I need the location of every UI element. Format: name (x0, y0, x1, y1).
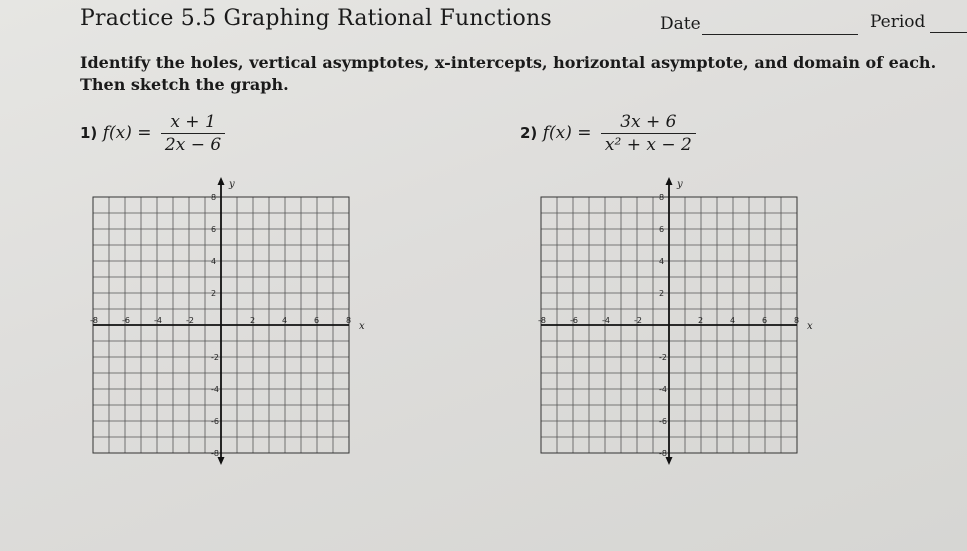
y-tick-label: -8 (659, 449, 667, 458)
x-tick-label: 4 (730, 316, 736, 325)
y-tick-label: -8 (211, 449, 219, 458)
x-tick-label: -6 (122, 316, 130, 325)
x-tick-label: 6 (762, 316, 768, 325)
y-axis-down-arrow-icon (666, 457, 673, 465)
y-tick-label: -2 (211, 353, 219, 362)
graph-1[interactable] (90, 179, 365, 458)
date-label: Date (660, 14, 701, 34)
x-axis-label: x (807, 321, 813, 332)
x-tick-label: -2 (634, 316, 642, 325)
problem-1-function: f(x) = (102, 123, 152, 143)
y-tick-label: 8 (659, 193, 665, 202)
problem-2-function: f(x) = (542, 123, 592, 143)
instructions-line-2: Then sketch the graph. (80, 75, 289, 94)
x-tick-label: 2 (698, 316, 704, 325)
problem-2-fraction (601, 112, 696, 155)
graph-2[interactable] (538, 179, 813, 458)
problem-1-number: 1) (80, 124, 98, 142)
x-tick-label: 4 (282, 316, 288, 325)
problem-2 (520, 112, 696, 155)
problem-2-number: 2) (520, 124, 538, 142)
x-tick-label: -8 (90, 316, 98, 325)
y-tick-label: 2 (659, 289, 665, 298)
y-tick-label: 4 (659, 257, 665, 266)
x-tick-label: 2 (250, 316, 256, 325)
x-tick-label: 6 (314, 316, 320, 325)
x-tick-label: -4 (154, 316, 162, 325)
problem-1-fraction (161, 112, 225, 155)
x-tick-label: -4 (602, 316, 610, 325)
period-field-line[interactable] (930, 32, 967, 33)
x-tick-label: 8 (794, 316, 800, 325)
y-tick-label: 8 (211, 193, 217, 202)
problem-2-numerator: 3x + 6 (601, 112, 696, 134)
x-tick-label: -2 (186, 316, 194, 325)
y-axis-down-arrow-icon (218, 457, 225, 465)
y-tick-label: 4 (211, 257, 217, 266)
period-label: Period (870, 12, 926, 32)
y-axis-up-arrow-icon (218, 177, 225, 185)
problem-1-denominator: 2x − 6 (164, 135, 222, 155)
problem-1-numerator: x + 1 (161, 112, 225, 134)
y-tick-label: -2 (659, 353, 667, 362)
y-tick-label: -6 (659, 417, 667, 426)
x-axis-label: x (359, 321, 365, 332)
y-tick-label: -4 (211, 385, 219, 394)
y-tick-label: -4 (659, 385, 667, 394)
y-axis-up-arrow-icon (666, 177, 673, 185)
instructions-line-1: Identify the holes, vertical asymptotes, x-intercepts, horizontal asymptote, and domain of each. (80, 53, 937, 72)
problem-2-denominator: x² + x − 2 (604, 135, 692, 155)
y-tick-label: 6 (659, 225, 665, 234)
y-axis-label: y (229, 179, 235, 190)
y-tick-label: 2 (211, 289, 217, 298)
x-tick-label: -8 (538, 316, 546, 325)
instructions (80, 52, 936, 96)
x-tick-label: -6 (570, 316, 578, 325)
page-title: Practice 5.5 Graphing Rational Functions (80, 6, 552, 31)
date-field-line[interactable] (702, 34, 858, 35)
problem-1 (80, 112, 225, 155)
x-tick-label: 8 (346, 316, 352, 325)
y-tick-label: -6 (211, 417, 219, 426)
y-axis-label: y (677, 179, 683, 190)
y-tick-label: 6 (211, 225, 217, 234)
